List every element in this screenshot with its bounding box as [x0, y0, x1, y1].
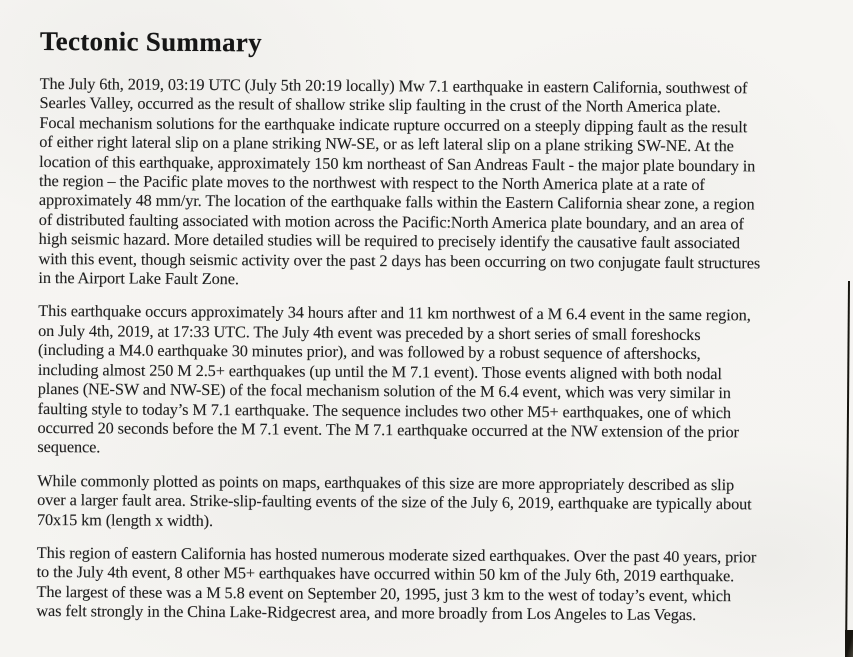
text-line: faulting style to today’s M 7.1 earthquake. The sequence includes two other M5+ earthquakes, one of which: [37, 398, 732, 422]
text-line: (including a M4.0 earthquake 30 minutes prior), and was followed by a robust sequence of aftershocks,: [37, 340, 701, 364]
paragraph: [37, 471, 832, 534]
text-line: over a larger fault area. Strike-slip-faulting events of the size of the July 6, 2019, earthquake are typically about: [37, 490, 752, 514]
text-line: While commonly plotted as points on maps, earthquakes of this size are more appropriately described as slip: [37, 470, 735, 494]
text-line: including almost 250 M 2.5+ earthquakes (up until the M 7.1 event). Those events aligned with both nodal: [37, 359, 722, 383]
text-line: on July 4th, 2019, at 17:33 UTC. The July 4th event was preceded by a short series of small foreshocks: [38, 320, 701, 344]
text-line: planes (NE-SW and NW-SE) of the focal mechanism solution of the M 6.4 event, which was very similar in: [37, 379, 731, 403]
text-line: sequence.: [37, 437, 101, 457]
text-line: The largest of these was a M 5.8 event on September 20, 1995, just 3 km to the west of today’s event, which: [36, 581, 731, 605]
text-line: Focal mechanism solutions for the earthquake indicate rupture occurred on a steeply dipping fault as the result: [39, 112, 748, 137]
text-line: This earthquake occurs approximately 34 hours after and 11 km northwest of a M 6.4 event in the same region,: [38, 301, 751, 325]
text-line: in the Airport Lake Fault Zone.: [38, 268, 239, 289]
text-line: The July 6th, 2019, 03:19 UTC (July 5th 20:19 locally) Mw 7.1 earthquake in eastern California, southwest of: [39, 73, 748, 98]
text-line: to the July 4th event, 8 other M5+ earthquakes have occurred within 50 km of the July 6th, 2019 earthquake.: [36, 562, 735, 586]
text-line: was felt strongly in the China Lake-Ridgecrest area, and more broadly from Los Angeles to Las Vegas.: [36, 601, 697, 625]
paragraph: [37, 301, 833, 461]
text-line: Searles Valley, occurred as the result of shallow strike slip faulting in the crust of the North America plate.: [39, 93, 721, 117]
document-content: [36, 26, 835, 639]
text-line: This region of eastern California has hosted numerous moderate sized earthquakes. Over the past 40 years, prior: [36, 542, 757, 567]
text-line: 70x15 km (length x width).: [36, 509, 214, 530]
text-line: of either right lateral slip on a plane striking NW-SE, or as left lateral slip on a plane striking SW-NE. At the: [39, 132, 734, 156]
scan-edge-line: [845, 281, 850, 657]
text-line: location of this earthquake, approximately 150 km northeast of San Andreas Fault - the major plate boundary in: [39, 151, 756, 175]
document-body: [36, 74, 834, 625]
text-line: the region – the Pacific plate moves to the northwest with respect to the North America plate at a rate of: [38, 171, 705, 195]
paragraph: [38, 74, 834, 292]
text-line: high seismic hazard. More detailed studies will be required to precisely identify the causative fault associated: [38, 229, 741, 253]
scan-edge-corner: [845, 630, 853, 657]
text-line: approximately 48 mm/yr. The location of the earthquake falls within the Eastern California shear zone, a region: [38, 190, 755, 214]
text-line: of distributed faulting associated with motion across the Pacific:North America plate boundary, and an area of: [38, 209, 744, 234]
paragraph: [36, 543, 831, 625]
page-title: Tectonic Summary: [39, 26, 263, 58]
text-line: occurred 20 seconds before the M 7.1 event. The M 7.1 earthquake occurred at the NW extension of the prior: [37, 417, 739, 442]
text-line: with this event, though seismic activity over the past 2 days has been occurring on two conjugate fault structures: [38, 248, 761, 273]
